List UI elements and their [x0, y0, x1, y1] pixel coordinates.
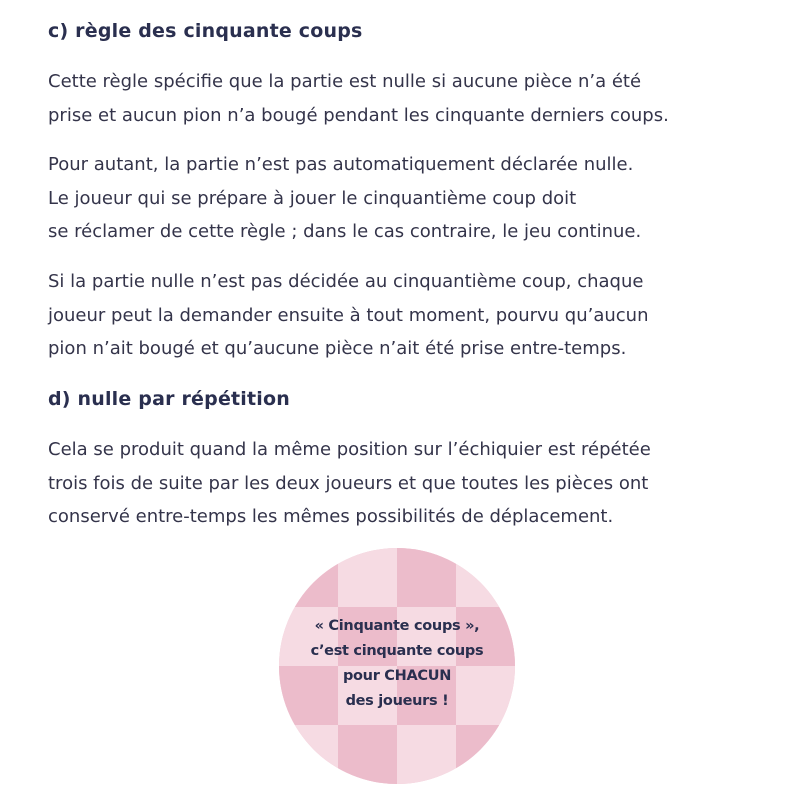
callout-circle [279, 548, 515, 784]
text-line: conservé entre-temps les mêmes possibilités de déplacement. [48, 506, 614, 527]
text-line: prise et aucun pion n’a bougé pendant les cinquante derniers coups. [48, 104, 669, 126]
callout-line: « Cinquante coups », [314, 618, 480, 634]
callout-line: des joueurs ! [345, 693, 449, 709]
text-line: Cela se produit quand la même position sur l’échiquier est répétée [48, 439, 651, 460]
paragraph-d-1 [48, 433, 651, 534]
text-line: Le joueur qui se prépare à jouer le cinquantième coup doit [48, 187, 577, 209]
paragraph-c-1 [48, 65, 669, 132]
section-heading-c: c) règle des cinquante coups [48, 20, 363, 42]
text-line: pion n’ait bougé et qu’aucune pièce n’ait été prise entre-temps. [48, 338, 627, 359]
text-line: Pour autant, la partie n’est pas automatiquement déclarée nulle. [48, 154, 634, 175]
text-line: Si la partie nulle n’est pas décidée au cinquantième coup, chaque [48, 271, 644, 292]
text-line: joueur peut la demander ensuite à tout moment, pourvu qu’aucun [48, 304, 649, 326]
text-line: Cette règle spécifie que la partie est nulle si aucune pièce n’a été [48, 71, 642, 92]
text-line: trois fois de suite par les deux joueurs et que toutes les pièces ont [48, 472, 649, 494]
callout-text [279, 614, 515, 714]
callout-line: pour CHACUN [342, 668, 452, 684]
paragraph-c-2 [48, 148, 641, 249]
section-heading-d: d) nulle par répétition [48, 388, 290, 410]
text-line: se réclamer de cette règle ; dans le cas contraire, le jeu continue. [48, 221, 642, 242]
callout-line: c’est cinquante coups [310, 643, 484, 659]
paragraph-c-3 [48, 265, 649, 366]
